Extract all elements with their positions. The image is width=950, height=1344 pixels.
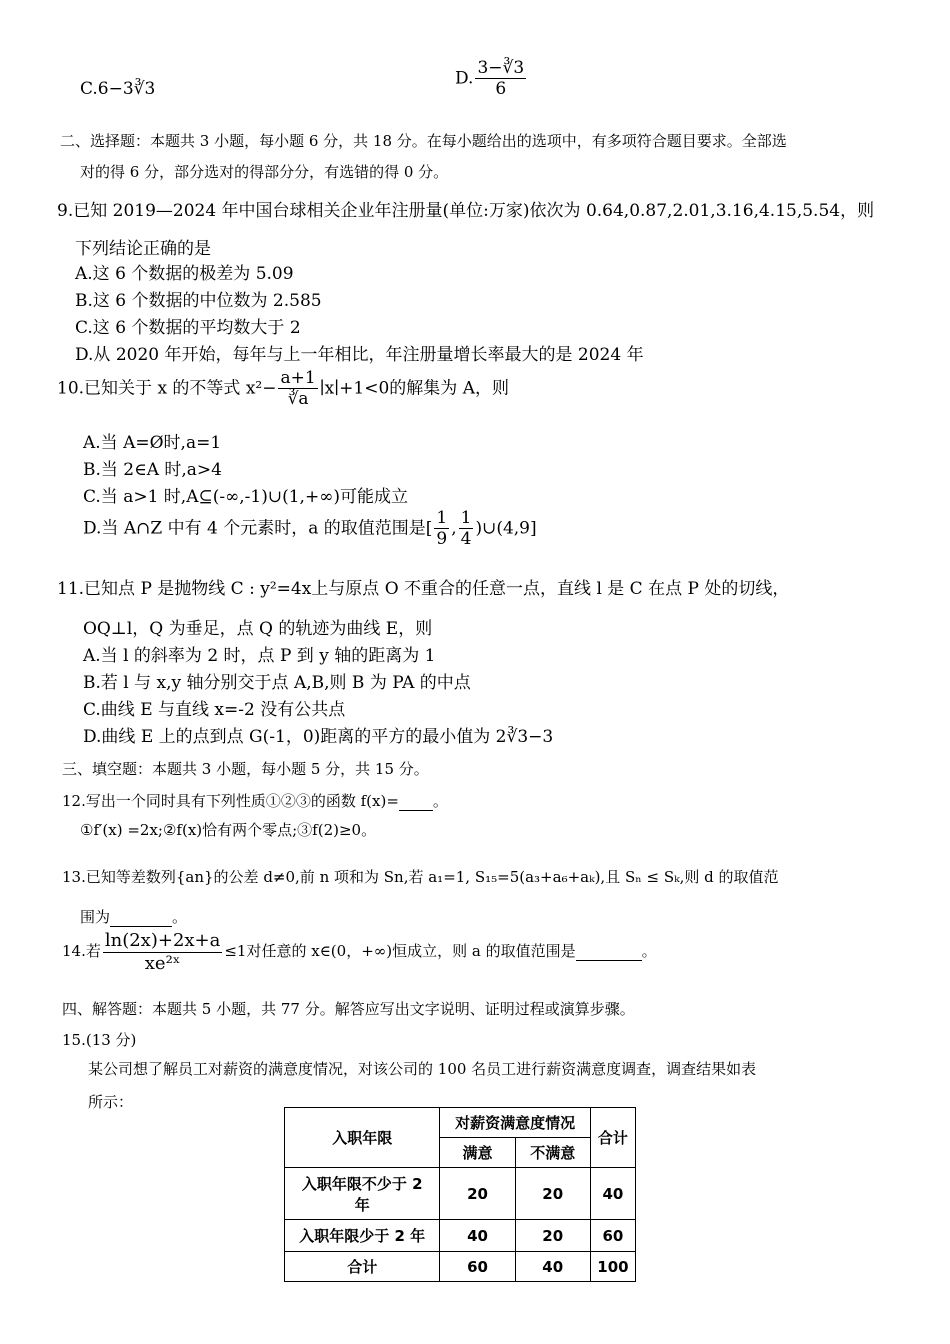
- q9-option-a: A.这 6 个数据的极差为 5.09: [75, 264, 294, 284]
- q11-option-d: D.曲线 E 上的点到点 G(-1，0)距离的平方的最小值为 2∛3−3: [83, 727, 554, 747]
- q11-stem-line1: 11.已知点 P 是抛物线 C : y²=4x上与原点 O 不重合的任意一点，直线 l 是 C 在点 P 处的切线，: [57, 579, 790, 599]
- q13-answer-blank: [110, 908, 172, 927]
- q15-stem-line1: 某公司想了解员工对薪资的满意度情况，对该公司的 100 名员工进行薪资满意度调查，调查结果如表: [88, 1060, 757, 1078]
- row-label-line2: 年: [354, 1195, 370, 1214]
- cell-satisfied: 20: [440, 1168, 515, 1220]
- q10-d-f1-den: 9: [436, 529, 448, 550]
- q10-option-c: C.当 a>1 时,A⊆(-∞,-1)∪(1,+∞)可能成立: [83, 487, 409, 507]
- cell-total: 40: [590, 1168, 635, 1220]
- section4-title: 四、解答题：本题共 5 小题，共 77 分。解答应写出文字说明、证明过程或演算步骤。: [62, 1000, 635, 1018]
- row-label: [285, 1168, 440, 1220]
- section2-title-line1: 二、选择题：本题共 3 小题，每小题 6 分，共 18 分。在每小题给出的选项中，有多项符合题目要求。全部选: [60, 132, 787, 150]
- section3-title: 三、填空题：本题共 3 小题，每小题 5 分，共 15 分。: [62, 760, 429, 778]
- q15-stem-line2: 所示：: [88, 1093, 134, 1111]
- q8-option-d: [455, 58, 528, 100]
- q8-option-d-fraction: [475, 58, 526, 100]
- header-years: 入职年限: [285, 1108, 440, 1168]
- q9-option-b: B.这 6 个数据的中位数为 2.585: [75, 291, 322, 311]
- cell-unsatisfied: 20: [515, 1220, 590, 1252]
- q9-stem-line1: 9.已知 2019—2024 年中国台球相关企业年注册量(单位:万家)依次为 0.64,0.87,2.01,3.16,4.15,5.54，则: [57, 201, 875, 221]
- row-label: [285, 1252, 440, 1282]
- q10-option-b: B.当 2∈A 时,a>4: [83, 460, 222, 480]
- header-total: 合计: [590, 1108, 635, 1168]
- q12-stem-end: 。: [432, 792, 448, 810]
- table-row: [285, 1252, 636, 1282]
- q14-pre: 14.若: [62, 942, 101, 961]
- q8-d-denominator: 6: [495, 79, 507, 100]
- q11-option-b: B.若 l 与 x,y 轴分别交于点 A,B,则 B 为 PA 的中点: [83, 673, 471, 693]
- q10-d-f2-den: 4: [460, 529, 472, 550]
- cell-unsatisfied: 20: [515, 1168, 590, 1220]
- cell-satisfied: 40: [440, 1220, 515, 1252]
- q9-stem-line2: 下列结论正确的是: [75, 239, 211, 259]
- q10-d-f2-num: 1: [460, 508, 472, 528]
- q13-stem-line2: [80, 906, 187, 927]
- q13-stem-line2-end: 。: [172, 908, 188, 926]
- cell-unsatisfied: 40: [515, 1252, 590, 1282]
- q14-frac-den: xe²ˣ: [144, 952, 181, 974]
- q10-frac-num: a+1: [280, 368, 316, 388]
- header-satisfied: 满意: [440, 1138, 515, 1168]
- section2-title-line2: 对的得 6 分，部分选对的得部分分，有选错的得 0 分。: [80, 163, 449, 181]
- q12-stem: [62, 790, 448, 811]
- q10-option-a: A.当 A=Ø时,a=1: [83, 433, 222, 453]
- q10-fraction: [278, 368, 317, 410]
- q8-option-d-label: D.: [455, 68, 474, 89]
- q10-d-fraction-2: [459, 508, 474, 550]
- cell-total: 60: [590, 1220, 635, 1252]
- q14-post-end: 。: [641, 942, 657, 961]
- q11-stem-line2: OQ⊥l，Q 为垂足，点 Q 的轨迹为曲线 E，则: [83, 619, 433, 639]
- header-satisfaction: 对薪资满意度情况: [440, 1108, 590, 1138]
- q14-frac-num: ln(2x)+2x+a: [104, 930, 221, 951]
- q12-properties: ①f′(x) =2x;②f(x)恰有两个零点;③f(2)≥0。: [80, 821, 377, 839]
- q12-answer-blank: [399, 792, 433, 811]
- q13-stem-line1: 13.已知等差数列{an}的公差 d≠0,前 n 项和为 Sn,若 a₁=1, S₁₅=5(a₃+a₆+aₖ),且 Sₙ ≤ Sₖ,则 d 的取值范: [62, 868, 779, 886]
- q10-stem-pre: 10.已知关于 x 的不等式 x²−: [57, 378, 277, 399]
- q12-stem-text: 12.写出一个同时具有下列性质①②③的函数 f(x)=: [62, 792, 399, 810]
- q14-answer-blank: [576, 942, 642, 961]
- q10-stem-post: ∣x∣+1<0的解集为 A，则: [319, 378, 509, 399]
- table-row: [285, 1168, 636, 1220]
- row-label: [285, 1220, 440, 1252]
- q10-d-pre: D.当 A∩Z 中有 4 个元素时，a 的取值范围是[: [83, 518, 433, 539]
- q9-option-c: C.这 6 个数据的平均数大于 2: [75, 318, 301, 338]
- q8-option-c: C.6−3∛3: [80, 79, 156, 99]
- cell-satisfied: 60: [440, 1252, 515, 1282]
- q11-option-c: C.曲线 E 与直线 x=-2 没有公共点: [83, 700, 346, 720]
- q15-head: 15.(13 分): [62, 1031, 137, 1049]
- header-unsatisfied: 不满意: [515, 1138, 590, 1168]
- q14-fraction: [103, 930, 223, 974]
- q10-stem: [57, 368, 509, 410]
- q8-d-numerator: 3−∛3: [477, 58, 525, 78]
- q13-stem-line2-text: 围为: [80, 908, 111, 926]
- q14-stem: [62, 930, 657, 974]
- q11-option-a: A.当 l 的斜率为 2 时，点 P 到 y 轴的距离为 1: [83, 646, 436, 666]
- q10-d-f1-num: 1: [436, 508, 448, 528]
- q9-option-d: D.从 2020 年开始，每年与上一年相比，年注册量增长率最大的是 2024 年: [75, 345, 644, 365]
- q10-d-post: )∪(4,9]: [475, 518, 537, 539]
- salary-satisfaction-table: [284, 1107, 636, 1282]
- q10-d-fraction-1: [434, 508, 449, 550]
- table-row: [285, 1220, 636, 1252]
- q10-frac-den: ∛a: [287, 389, 309, 410]
- q14-post: ≤1对任意的 x∈(0，+∞)恒成立，则 a 的取值范围是: [224, 942, 576, 961]
- q10-option-d: [83, 508, 537, 550]
- row-label-line1: 入职年限不少于 2: [301, 1174, 423, 1193]
- q10-d-sep: ,: [451, 518, 457, 539]
- cell-total: 100: [590, 1252, 635, 1282]
- row-label-line1: 入职年限少于 2 年: [299, 1227, 426, 1245]
- row-label-line1: 合计: [347, 1258, 378, 1276]
